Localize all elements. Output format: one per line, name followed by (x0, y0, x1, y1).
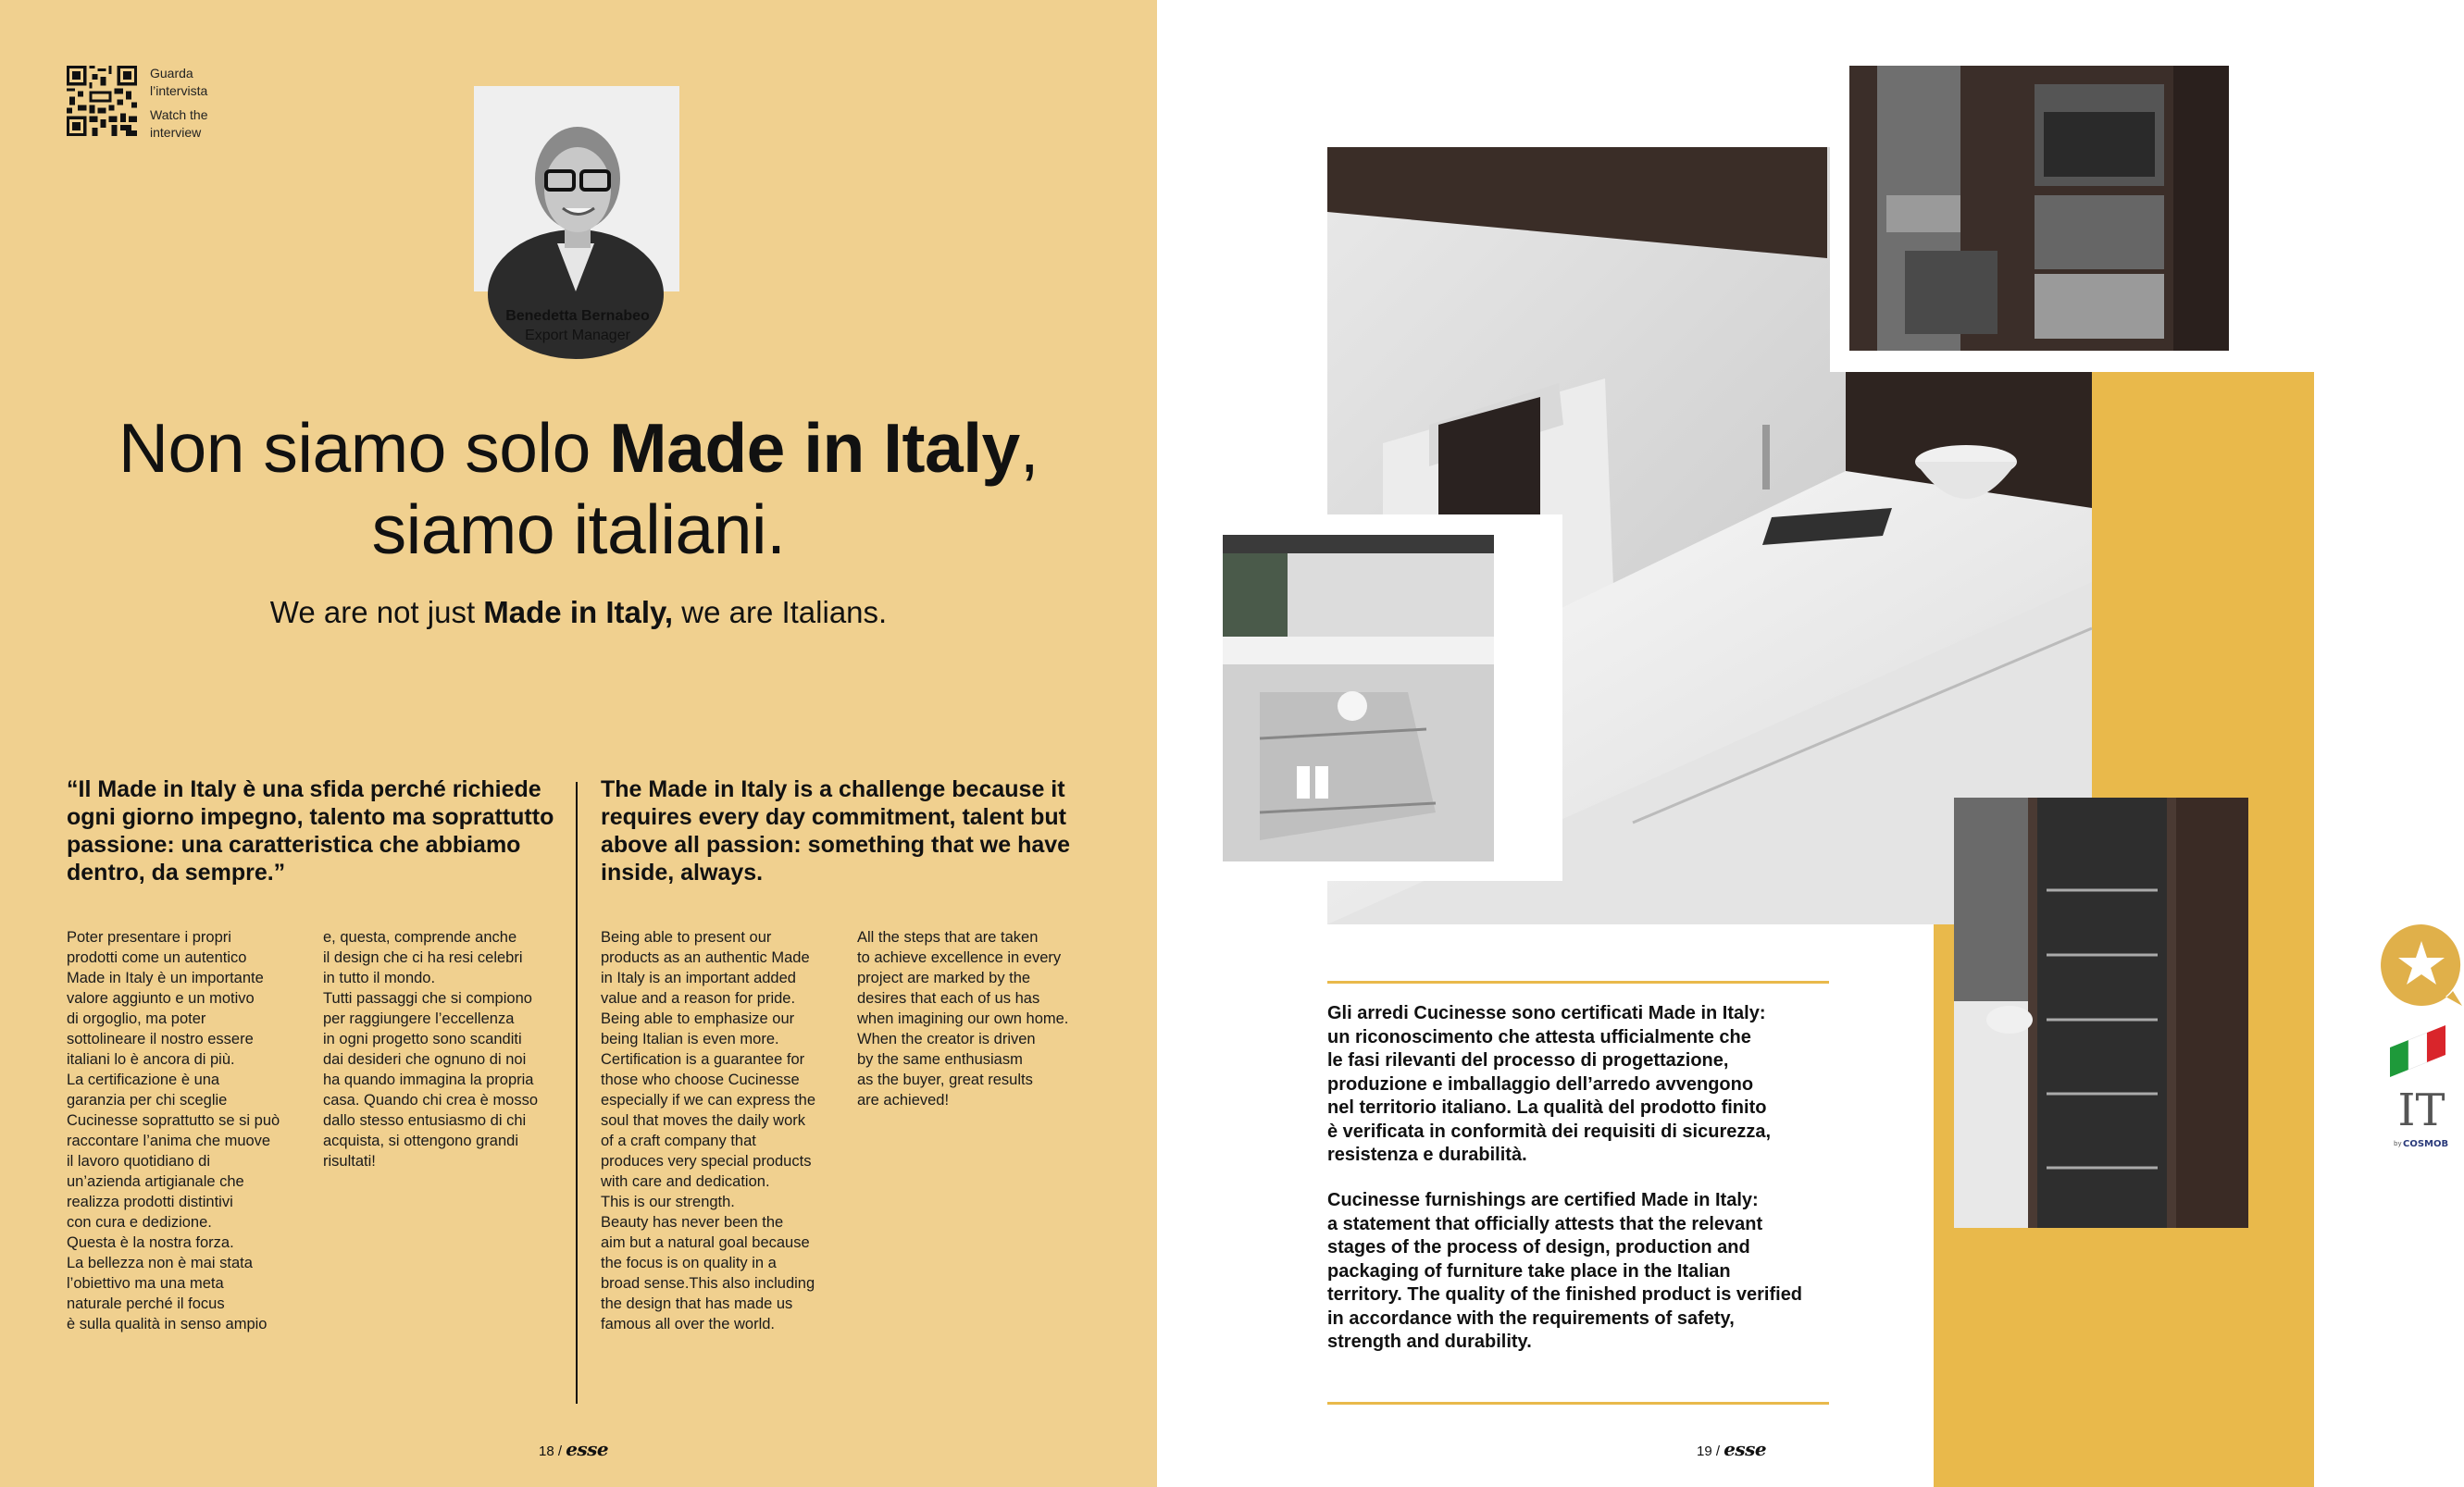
brand-logo: esse (566, 1438, 609, 1460)
page-number-left (539, 1438, 608, 1460)
it-logo-by: by (2394, 1140, 2402, 1147)
person-name: Benedetta Bernabeo (505, 308, 650, 324)
kitchen-oven-photo (1849, 66, 2229, 351)
body-italian-col1: Poter presentare i propri prodotti come un autentico Made in Italy è un importante valore aggiunto e un motivo di orgoglio, ma poter sottolineare il nostro essere italiani lo è ancora di più. La certificazione è una garanzia per chi sceglie Cucinesse soprattutto se si può raccontare l’anima che muove il lavoro quotidiano di un’azienda artigianale che realizza prodotti distintivi con cura e dedizione. Questa è la nostra forza. La bellezza non è mai stata l’obiettivo ma una meta naturale perché il focus è sulla qualità in senso ampio (67, 929, 280, 1332)
body-italian-col2: e, questa, comprende anche il design che ci ha resi celebri in tutto il mondo. Tutti passaggi che si compiono per raggiungere l’eccellenza in ogni progetto sono scanditi dai desideri che ognuno di noi ha quando immagina la propria casa. Quando chi crea è mosso dallo stesso entusiasmo di chi acquista, si ottengono grandi risultati! (323, 929, 539, 1170)
certification-text-english: Cucinesse furnishings are certified Made in Italy: a statement that officially attests that the relevant stages of the process of design, production and packaging of furniture take place in the Italian territory. The quality of the finished product is verified in accordance with the requirements of safety, strength and durability. (1327, 1190, 1803, 1352)
subheadline (37, 595, 1120, 630)
page-number-right (1697, 1438, 1766, 1460)
star-badge-icon (2379, 923, 2464, 1008)
kitchen-corner-photo (1223, 535, 1494, 861)
qr-label-english: Watch the interview (150, 107, 208, 140)
headline-line2: siamo italiani. (371, 490, 786, 568)
headline (37, 407, 1120, 570)
column-divider (576, 782, 578, 1404)
gold-rule-bottom (1327, 1402, 1829, 1405)
portrait-photo (474, 86, 679, 291)
right-page (1157, 0, 2449, 1487)
brand-logo: esse (1724, 1438, 1767, 1460)
gold-rule-top (1327, 981, 1829, 984)
body-english-col2: All the steps that are taken to achieve excellence in every project are marked by the desires that each of us has when imagining our own home. When the creator is driven by the same enthusiasm as the buyer, great results are achieved! (857, 929, 1069, 1109)
body-english-col1: Being able to present our products as an authentic Made in Italy is an important added value and a reason for pride. Being able to emphasize our being Italian is even more. Certification is a guarantee for those who choose Cucinesse especially if we can express the soul that moves the daily work of a craft company that produces very special products with care and dedication. This is our strength. Beauty has never been the aim but a natural goal because the focus is on quality in a broad sense.This also including the design that has made us famous all over the world. (601, 929, 816, 1332)
left-page (0, 0, 1157, 1487)
folio-number: 18 / (539, 1444, 566, 1459)
certification-text-italian: Gli arredi Cucinesse sono certificati Made in Italy: un riconoscimento che attesta ufficialmente che le fasi rilevanti del processo di progettazione, produzione e imballaggio dell’arredo avvengono nel territorio italiano. La qualità del prodotto finito è verificata in conformità dei requisiti di sicurezza, resistenza e durabilità. (1327, 1003, 1772, 1165)
qr-code-icon[interactable] (67, 65, 137, 137)
qr-label-italian: Guarda l’intervista (150, 66, 208, 98)
pull-quote-english: The Made in Italy is a challenge because it requires every day commitment, talent but above all passion: something that we have inside, always. (601, 776, 1071, 886)
subhead-part2: we are Italians. (673, 595, 888, 629)
headline-part2: , (1019, 409, 1039, 487)
folio-number: 19 / (1697, 1444, 1724, 1459)
made-in-italy-certification-logo (2384, 1035, 2458, 1155)
person-role: Export Manager (525, 328, 630, 343)
kitchen-pantry-photo (1954, 798, 2248, 1228)
headline-part1: Non siamo solo (118, 409, 610, 487)
headline-bold: Made in Italy (609, 409, 1020, 487)
subhead-bold: Made in Italy, (483, 595, 674, 629)
subhead-part1: We are not just (269, 595, 484, 629)
pull-quote-italian: “Il Made in Italy è una sfida perché richiede ogni giorno impegno, talento ma soprattutto passione: una caratteristica che abbiamo dentro, da sempre.” (67, 776, 554, 886)
it-logo-org: COSMOB (2403, 1139, 2449, 1149)
it-logo-text: IT (2397, 1084, 2445, 1136)
